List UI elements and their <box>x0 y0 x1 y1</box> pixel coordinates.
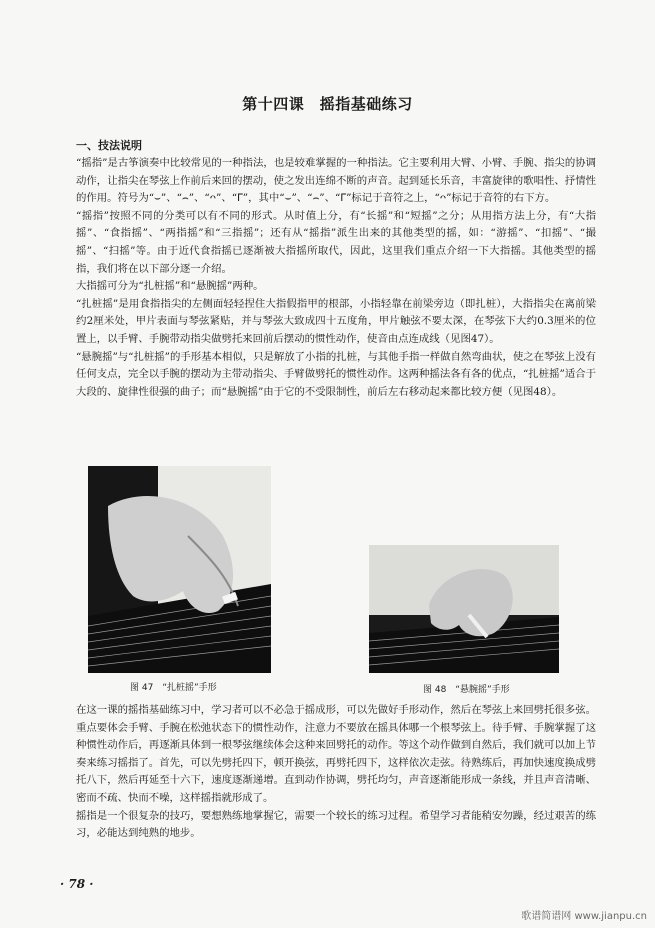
figure-47-caption: 图 47 “扎桩摇”手形 <box>130 683 217 693</box>
body-text-top <box>76 155 596 401</box>
watermark: 歌谱简谱网 www.jianpu.cn <box>521 911 647 922</box>
body-text-bottom <box>76 702 596 843</box>
paragraph: “扎桩摇”是用食指指尖的左侧面轻轻捏住大指假指甲的根部，小指轻靠在前梁旁边（即扎桩），大指指尖在离前梁约2厘米处，甲片表面与琴弦紧贴，并与琴弦大致成四十五度角，甲片触弦不要太深，在琴弦下大约0.3厘米的位置上，以手臂、手腕带动指尖做劈托来回前后摆动的惯性动作，使音由点连成线（见图47）。 <box>76 297 596 345</box>
hand-on-zither-illustration <box>88 466 271 673</box>
paragraph: 摇指是一个很复杂的技巧，要想熟练地掌握它，需要一个较长的练习过程。希望学习者能稍安勿躁，经过艰苦的练习，必能达到纯熟的地步。 <box>76 809 596 840</box>
paragraph: “悬腕摇”与“扎桩摇”的手形基本相似，只是解放了小指的扎桩，与其他手指一样做自然弯曲状，使之在琴弦上没有任何支点，完全以手腕的摆动为主带动指尖、手臂做劈托的惯性动作。这两种摇法各有各的优点，“扎桩摇”适合于大段的、旋律性很强的曲子；而“悬腕摇”由于它的不受限制性，前后左右移动起来都比较方便（见图48）。 <box>76 350 596 398</box>
page-number: · 78 · <box>60 877 94 891</box>
paragraph: 在这一课的摇指基础练习中，学习者可以不必急于摇成形，可以先做好手形动作，然后在琴弦上来回劈托很多弦。重点要体会手臂、手腕在松弛状态下的惯性动作，注意力不要放在摇具体哪一个根琴弦上。待手臂、手腕掌握了这种惯性动作后，再逐渐具体到一根琴弦继续体会这种来回劈托的动作。等这个动作做到自然后，我们就可以加上节奏来练习摇指了。首先，可以先劈托四下，顿开换弦，再劈托四下，这样依次走弦。待熟练后，再加快速度换成劈托八下，然后再延至十六下，速度逐渐递增。直到动作协调，劈托均匀，声音逐渐能形成一条线，并且声音清晰、密而不疏、快而不噪，这样摇指就形成了。 <box>76 704 596 804</box>
figure-48-caption: 图 48 “悬腕摇”手形 <box>423 685 510 695</box>
figure-48-photo <box>369 545 559 673</box>
paragraph: 大指摇可分为“扎桩摇”和“悬腕摇”两种。 <box>76 280 264 293</box>
hand-on-zither-illustration <box>369 545 559 673</box>
section-heading: 一、技法说明 <box>76 139 142 152</box>
figure-47-photo <box>88 466 271 673</box>
paragraph: “摇指”按照不同的分类可以有不同的形式。从时值上分，有“长摇”和“短摇”之分；从用指方法上分，有“大指摇”、“食指摇”、“两指摇”和“三指摇”；还有从“摇指”派生出来的其他类型的摇，如：“游摇”、“扣摇”、“撮摇”、“扫摇”等。由于近代食指摇已逐渐被大指摇所取代，因此，这里我们重点介绍一下大指摇。其他类型的摇指，我们将在以下部分逐一介绍。 <box>76 209 596 275</box>
lesson-title: 第十四课 摇指基础练习 <box>242 95 413 113</box>
paragraph: “摇指”是古筝演奏中比较常见的一种指法，也是较难掌握的一种指法。它主要利用大臂、小臂、手腕、指尖的协调动作，让指尖在琴弦上作前后来回的摆动，使之发出连绵不断的声音。起到延长乐音，丰富旋律的歌唱性、抒情性的作用。符号为“⌣”、“⌢”、“ᴖ”、“ᒥ”，其中“⌣”、“⌢”、“ᒥ”标记于音符之上，“ᴖ”标记于音符的右下方。 <box>76 157 596 205</box>
